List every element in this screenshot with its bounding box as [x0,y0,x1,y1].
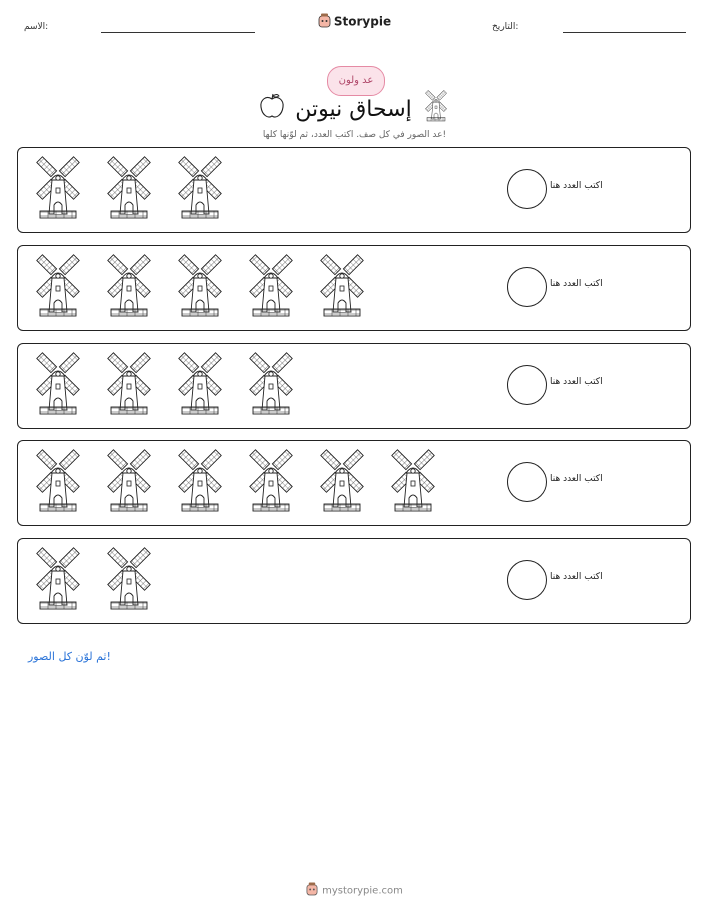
windmill-icon [30,547,86,611]
picture-group [30,547,172,617]
footer-url[interactable]: mystorypie.com [322,885,403,897]
windmill-icon [30,449,86,513]
windmill-icon [30,254,86,318]
windmill-icon [101,254,157,318]
windmill-icon [314,449,370,513]
picture-group [30,156,243,226]
windmill-icon [101,352,157,416]
windmill-icon [243,254,299,318]
windmill-icon [172,254,228,318]
title-text: إسحاق نيوتن [295,96,412,122]
answer-prompt: اكتب العدد هنا [550,572,603,582]
instructions: عد الصور في كل صف. اكتب العدد، ثم لوّنها كلها! [262,130,447,140]
storypie-logo-icon [306,882,318,899]
answer-circle[interactable] [507,560,547,600]
windmill-icon [422,90,450,128]
windmill-icon [172,352,228,416]
count-row-5 [17,538,691,624]
answer-circle[interactable] [507,365,547,405]
brand-name: Storypie [333,14,392,29]
storypie-logo-icon [318,13,331,31]
windmill-icon [30,352,86,416]
activity-badge: عد ولون [327,66,385,96]
name-line[interactable] [101,32,255,33]
count-row-4 [17,440,691,526]
windmill-icon [101,449,157,513]
windmill-icon [385,449,441,513]
picture-group [30,449,456,519]
date-label: التاريخ: [492,22,519,32]
answer-prompt: اكتب العدد هنا [550,474,603,484]
color-instruction: ثم لوّن كل الصور! [28,650,111,663]
name-label: الاسم: [24,22,49,32]
windmill-icon [314,254,370,318]
answer-prompt: اكتب العدد هنا [550,377,603,387]
windmill-icon [101,156,157,220]
windmill-icon [30,156,86,220]
answer-circle[interactable] [507,169,547,209]
footer [0,882,709,899]
answer-circle[interactable] [507,267,547,307]
windmill-icon [243,449,299,513]
windmill-icon [243,352,299,416]
windmill-icon [101,547,157,611]
brand [0,13,709,31]
count-row-3 [17,343,691,429]
answer-circle[interactable] [507,462,547,502]
picture-group [30,352,314,422]
count-row-1 [17,147,691,233]
windmill-icon [172,449,228,513]
count-row-2 [17,245,691,331]
answer-prompt: اكتب العدد هنا [550,279,603,289]
windmill-icon [172,156,228,220]
date-line[interactable] [563,32,686,33]
answer-prompt: اكتب العدد هنا [550,181,603,191]
page-title [0,90,709,128]
apple-icon [259,92,285,126]
picture-group [30,254,385,324]
